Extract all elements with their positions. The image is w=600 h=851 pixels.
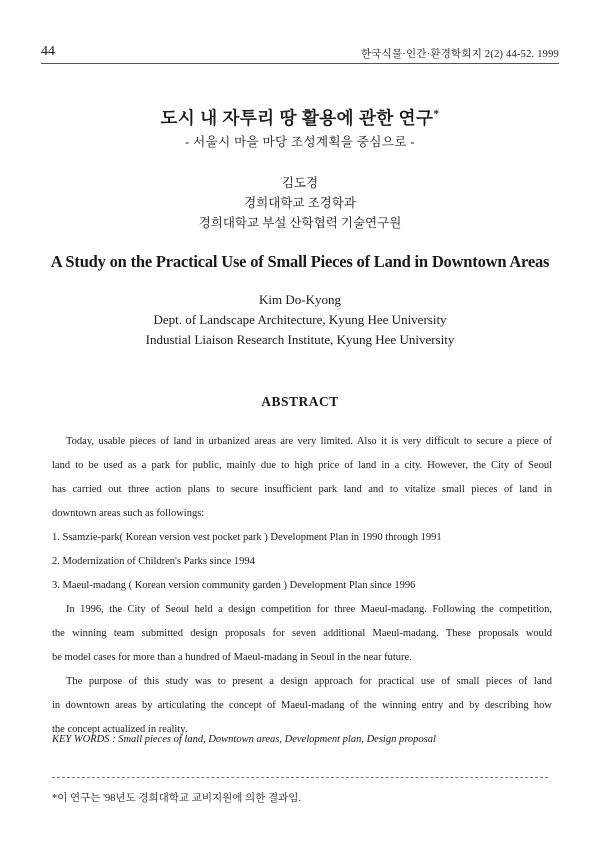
title-footnote-mark: * (433, 108, 440, 121)
abstract-line: the winning team submitted design proposals for seven additional Maeul-madang. These proposals would (52, 628, 552, 639)
abstract-list-item: 2. Modernization of Children's Parks since 1994 (52, 556, 255, 567)
abstract-body (52, 430, 552, 742)
abstract-line: downtown areas such as followings: (52, 508, 205, 519)
korean-subtitle: - 서울시 마을 마당 조성계획을 중심으로 - (185, 135, 415, 149)
korean-author: 김도경 (281, 176, 319, 190)
abstract-line: land to be used as a park for public, mainly due to high price of land in a city. However, the City of Seoul (52, 460, 552, 471)
abstract-heading: ABSTRACT (261, 394, 339, 409)
abstract-line: the concept actualized in reality. (52, 724, 188, 735)
keywords: KEY WORDS : Small pieces of land, Downtown areas, Development plan, Design proposal (52, 734, 436, 745)
korean-title-text: 도시 내 자투리 땅 활용에 관한 연구 (160, 108, 434, 128)
journal-citation: 한국식물·인간·환경학회지 2(2) 44-52. 1999 (360, 49, 559, 60)
abstract-list-item: 3. Maeul-madang ( Korean version community garden ) Development Plan since 1996 (52, 580, 416, 591)
english-affiliation-2: Industial Liaison Research Institute, Kyung Hee University (145, 332, 455, 347)
footnote: *이 연구는 '98년도 경희대학교 교비지원에 의한 결과임. (52, 793, 302, 804)
abstract-list-item: 1. Ssamzie-park( Korean version vest pocket park ) Development Plan in 1990 through 1991 (52, 532, 442, 543)
abstract-line: The purpose of this study was to present a design approach for practical use of small pieces of land (66, 676, 552, 687)
abstract-line: Today, usable pieces of land in urbanized areas are very limited. Also it is very difficult to secure a piece of (66, 436, 552, 447)
korean-title (0, 105, 600, 130)
abstract-line: has carried out three action plans to secure insufficient park land and to vitalize small pieces of land in (52, 484, 552, 495)
english-title: A Study on the Practical Use of Small Pieces of Land in Downtown Areas (50, 252, 550, 271)
footnote-rule (52, 777, 548, 778)
abstract-line: in downtown areas by articulating the concept of Maeul-madang of the winning entry and by describing how (52, 700, 552, 711)
english-affiliation-1: Dept. of Landscape Architecture, Kyung Hee University (153, 312, 447, 327)
running-header (41, 44, 559, 62)
abstract-line: be model cases for more than a hundred of Maeul-madang in Seoul in the near future. (52, 652, 412, 663)
korean-affiliation-1: 경희대학교 조경학과 (244, 196, 356, 210)
header-rule (41, 63, 559, 64)
korean-affiliation-2: 경희대학교 부설 산학협력 기술연구원 (198, 216, 402, 230)
abstract-line: In 1996, the City of Seoul held a design competition for three Maeul-madang. Following the competition, (66, 604, 552, 615)
page-number: 44 (41, 44, 55, 59)
english-author: Kim Do-Kyong (259, 292, 341, 307)
